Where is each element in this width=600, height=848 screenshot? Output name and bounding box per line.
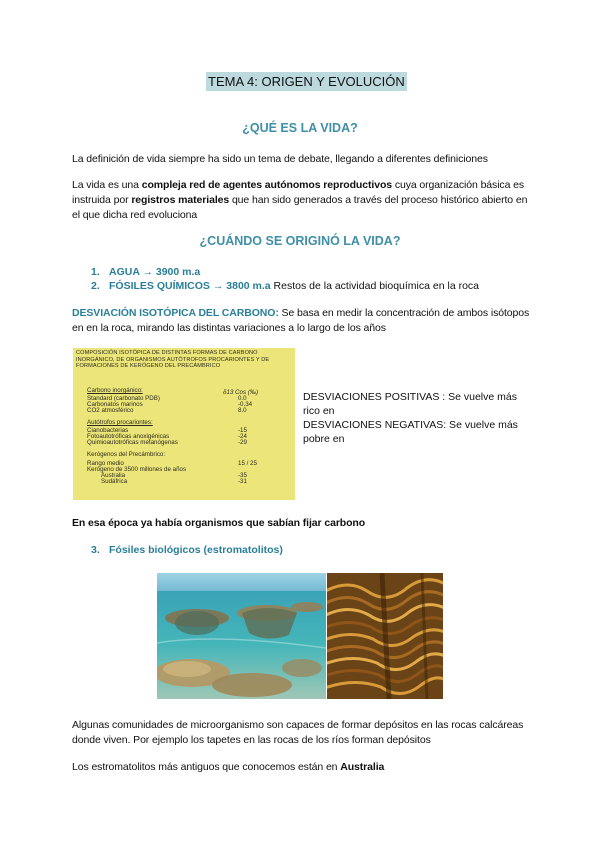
table-row-label: Kerógeno de 3500 millones de años [87,466,187,473]
table-row-label: Rango medio [87,460,124,467]
text-fragment: que han sido generados a través del proceso histórico abierto en el que dicha red evoluciona [72,194,528,221]
heading-que-es-la-vida: ¿QUÉ ES LA VIDA? [242,121,358,135]
list-text: Restos de la actividad bioquímica en la roca [270,280,480,292]
table-row-label: CO2 atmosférico [87,407,134,414]
bold-text: Australia [340,761,385,773]
list-label: Fósiles biológicos (estromatolitos) [109,544,283,556]
table-row-value: 15 / 25 [238,460,257,467]
paragraph-vida [72,178,532,223]
table-column-header: δ13 Cos (‰) [223,389,259,396]
table-row-label: Cianobacterias [87,427,129,434]
list-number: 3. [91,544,100,556]
stromatolite-underwater-photo [157,573,326,699]
table-row-label: Quimioautotróficas metanógenas [87,439,178,446]
bold-text: registros materiales [131,194,230,206]
table-row-label: Kerógenos del Precámbrico: [87,451,166,458]
page-title: TEMA 4: ORIGEN Y EVOLUCIÓN [208,74,405,89]
heading-cuando-se-origino: ¿CUÁNDO SE ORIGINÓ LA VIDA? [199,234,401,248]
paragraph-definicion: La definición de vida siempre ha sido un tema de debate, llegando a diferentes definiciones [72,153,488,165]
desviaciones-positivas: DESVIACIONES POSITIVAS : Se vuelve más rico en [303,391,517,417]
table-row-label: Sudáfrica [101,478,128,485]
table-row-label: Carbono inorgánico: [87,387,143,394]
text-fragment: Los estromatolitos más antiguos que conocemos están en [72,761,341,773]
list-number: 1. [91,266,100,278]
stromatolite-fossil-photo [327,573,443,699]
list-number: 2. [91,280,100,292]
paragraph-microorganismos: Algunas comunidades de microorganismo son capaces de formar depósitos en las rocas calcáreas donde viven. Por ejemplo los tapetes en las rocas de los ríos forman depósitos [72,719,524,746]
list-item [91,279,479,293]
text-fragment: La vida es una [72,179,142,191]
table-row-value: -35 [238,472,247,479]
list-item [91,265,200,279]
table-row-label: Autótrofos procariontes: [87,419,153,426]
table-header: COMPOSICIÓN ISOTÓPICA DE DISTINTAS FORMAS DE CARBONO INORGÁNICO, DE ORGANISMOS AUTÓTROFOS PROCARIONTES Y DE FORMACIONES DE KERÓGENO DEL PRECÁMBRICO [76,350,270,370]
list-label: FÓSILES QUÍMICOS → 3800 m.a [109,280,271,292]
text-fragment: cuya organización básica es instruida por [72,179,525,206]
list-label: AGUA → 3900 m.a [109,266,201,278]
table-row-value: -29 [238,439,247,446]
table-row-label: Carbonatos marinos [87,401,143,408]
table-row-value: -15 [238,427,247,434]
table-row-label: Standard (carbonato PDB) [87,395,160,402]
table-row-value: 8.0 [238,407,247,414]
table-row-label: Australia [101,472,126,479]
paragraph-estromatolitos [72,760,532,775]
paragraph-desviacion [72,306,532,336]
paragraph-epoca: En esa época ya había organismos que sabían fijar carbono [72,517,366,529]
table-row-value: -0.34 [238,401,253,408]
isotope-table-image [73,348,295,500]
table-row-value: -24 [238,433,247,440]
table-row-value: 0.0 [238,395,247,402]
list-item [91,543,283,557]
desviacion-text: Se basa en medir la concentración de ambos isótopos en en la roca, mirando las distintas variaciones a lo largo de los años [72,307,530,334]
bold-text: compleja red de agentes autónomos reproductivos [141,179,392,191]
table-row-value: -31 [238,478,247,485]
desviacion-label: DESVIACIÓN ISOTÓPICA DEL CARBONO: [72,307,279,319]
desviaciones-negativas: DESVIACIONES NEGATIVAS: Se vuelve más pobre en [303,419,518,445]
table-row-label: Fotoautotróficas anoxigénicas [87,433,170,440]
